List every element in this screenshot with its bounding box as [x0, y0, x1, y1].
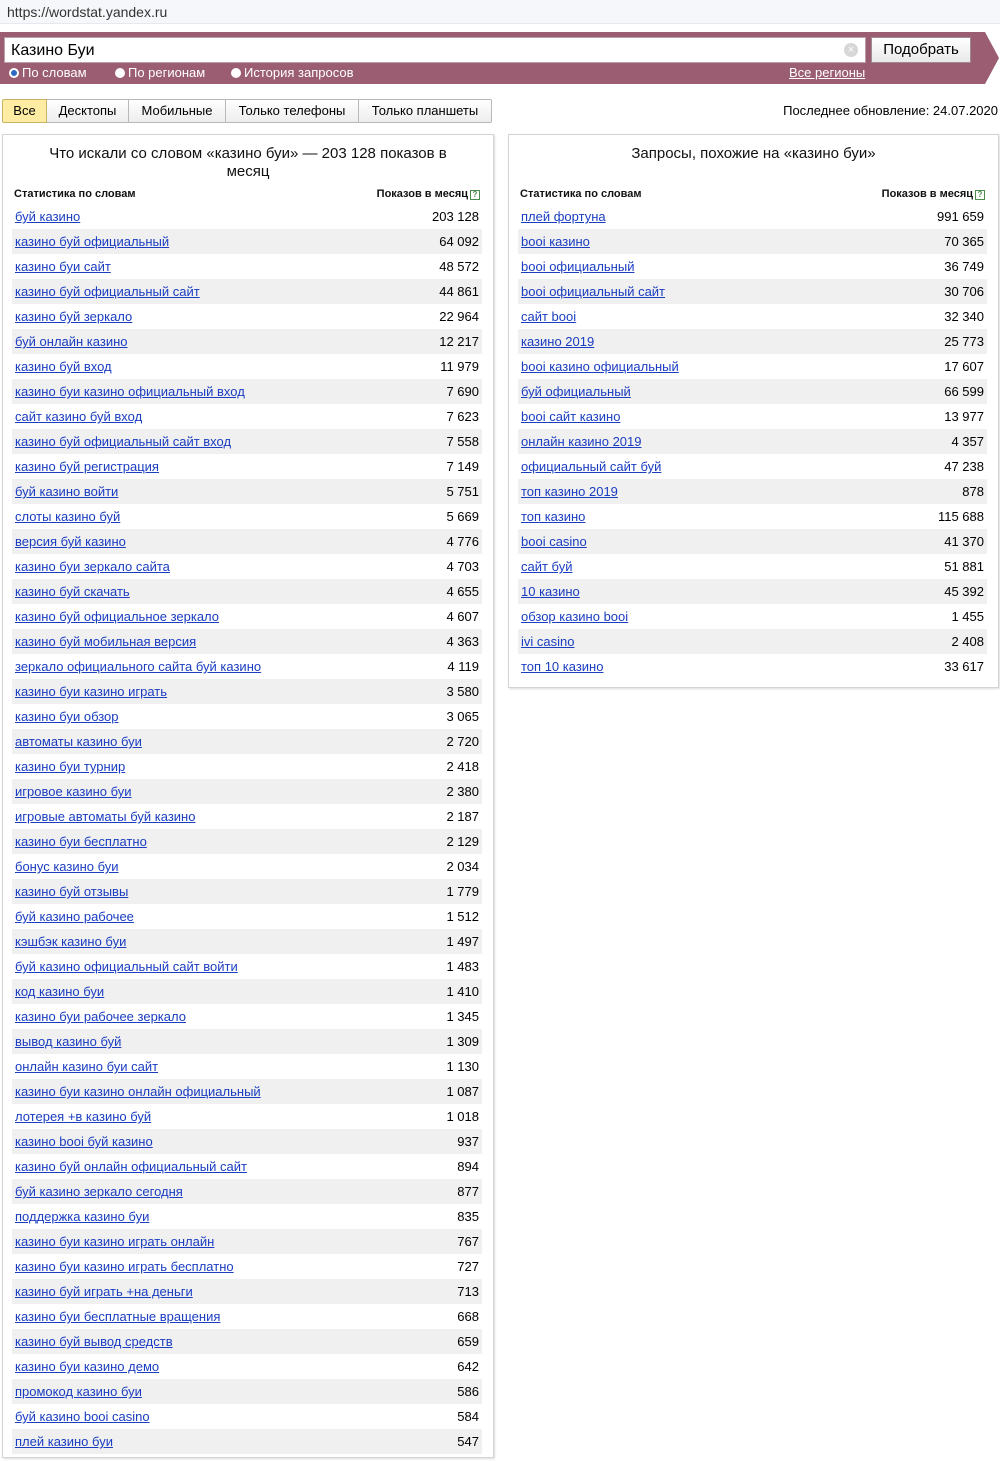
keyword-link[interactable]: казино буй вывод средств	[15, 1334, 173, 1349]
table-row	[12, 229, 482, 254]
tab-all[interactable]: Все	[2, 99, 47, 123]
table-row	[518, 379, 987, 404]
keyword-link[interactable]: буй казино войти	[15, 484, 119, 499]
impressions-count: 4 363	[446, 634, 479, 649]
impressions-count: 1 345	[446, 1009, 479, 1024]
impressions-count: 584	[457, 1409, 479, 1424]
table-row	[12, 204, 482, 229]
impressions-count: 1 018	[446, 1109, 479, 1124]
table-row	[12, 1279, 482, 1304]
impressions-count: 767	[457, 1234, 479, 1249]
keyword-link[interactable]: буй казино зеркало сегодня	[15, 1184, 183, 1199]
table-row	[12, 1229, 482, 1254]
impressions-count: 203 128	[432, 209, 479, 224]
clear-icon[interactable]: ×	[844, 43, 858, 57]
impressions-count: 713	[457, 1284, 479, 1299]
keyword-link[interactable]: казино буи обзор	[15, 709, 119, 724]
keyword-link[interactable]: кэшбэк казино буи	[15, 934, 127, 949]
table-row	[518, 579, 987, 604]
table-row	[12, 1004, 482, 1029]
radio-by-words[interactable]	[9, 65, 87, 80]
table-row	[12, 429, 482, 454]
keyword-link[interactable]: топ казино	[521, 509, 586, 524]
impressions-count: 991 659	[937, 209, 984, 224]
column-header-phrase: Статистика по словам	[520, 188, 642, 200]
keyword-link[interactable]: казино 2019	[521, 334, 595, 349]
table-row	[12, 1379, 482, 1404]
table-row	[12, 729, 482, 754]
impressions-count: 2 418	[446, 759, 479, 774]
impressions-count: 1 779	[446, 884, 479, 899]
table-row	[518, 479, 987, 504]
impressions-count: 2 380	[446, 784, 479, 799]
table-row	[12, 929, 482, 954]
all-regions-link[interactable]: Все регионы	[789, 65, 866, 80]
keyword-link[interactable]: зеркало официального сайта буй казино	[15, 659, 262, 674]
impressions-count: 66 599	[944, 384, 984, 399]
table-row	[12, 254, 482, 279]
table-row	[518, 254, 987, 279]
table-row	[12, 1429, 482, 1454]
keyword-link[interactable]: плей фортуна	[521, 209, 606, 224]
keyword-link[interactable]: сайт booi	[521, 309, 577, 324]
keyword-link[interactable]: казино буй официальный сайт	[15, 284, 200, 299]
table-row	[12, 1029, 482, 1054]
impressions-count: 4 776	[446, 534, 479, 549]
radio-unchecked-icon[interactable]	[115, 68, 125, 78]
impressions-count: 4 655	[446, 584, 479, 599]
keyword-link[interactable]: казино буй регистрация	[15, 459, 159, 474]
keyword-link[interactable]: версия буй казино	[15, 534, 126, 549]
keyword-link[interactable]: код казино буи	[15, 984, 105, 999]
column-header-phrase: Статистика по словам	[14, 188, 136, 200]
table-row	[12, 529, 482, 554]
keyword-link[interactable]: вывод казино буй	[15, 1034, 122, 1049]
keyword-link[interactable]: казино буи сайт	[15, 259, 111, 274]
impressions-count: 3 065	[446, 709, 479, 724]
impressions-count: 2 034	[446, 859, 479, 874]
right-panel-header	[520, 188, 985, 204]
table-row	[518, 429, 987, 454]
impressions-count: 2 720	[446, 734, 479, 749]
impressions-count: 659	[457, 1334, 479, 1349]
table-row	[12, 379, 482, 404]
keyword-link[interactable]: онлайн казино 2019	[521, 434, 642, 449]
keyword-link[interactable]: бонус казино буи	[15, 859, 119, 874]
table-row	[12, 1304, 482, 1329]
table-row	[518, 604, 987, 629]
table-row	[12, 629, 482, 654]
table-row	[12, 979, 482, 1004]
left-panel-title: Что искали со словом «казино буи» — 203 128 показов в месяц	[49, 145, 447, 180]
table-row	[12, 754, 482, 779]
table-row	[518, 279, 987, 304]
search-band-arrow	[985, 32, 999, 84]
browser-address-bar[interactable]	[0, 0, 1000, 24]
table-row	[518, 504, 987, 529]
table-row	[12, 1154, 482, 1179]
keyword-link[interactable]: казино буи казино официальный вход	[15, 384, 245, 399]
impressions-count: 894	[457, 1159, 479, 1174]
right-panel-title: Запросы, похожие на «казино буи»	[631, 145, 876, 162]
keyword-link[interactable]: казино буй отзывы	[15, 884, 129, 899]
left-panel-search-stats	[2, 134, 494, 1458]
keyword-link[interactable]: обзор казино booi	[521, 609, 629, 624]
keyword-link[interactable]: казино буй официальное зеркало	[15, 609, 220, 624]
impressions-count: 70 365	[944, 234, 984, 249]
impressions-count: 7 149	[446, 459, 479, 474]
impressions-count: 4 119	[447, 659, 479, 674]
keyword-link[interactable]: игровые автоматы буй казино	[15, 809, 196, 824]
table-row	[12, 504, 482, 529]
table-row	[518, 629, 987, 654]
keyword-link[interactable]: казино буй официальный сайт вход	[15, 434, 232, 449]
impressions-count: 2 408	[951, 634, 984, 649]
impressions-count: 7 558	[446, 434, 479, 449]
impressions-count: 586	[457, 1384, 479, 1399]
table-row	[12, 879, 482, 904]
table-row	[518, 554, 987, 579]
table-row	[12, 1079, 482, 1104]
impressions-count: 115 688	[937, 509, 984, 524]
keyword-link[interactable]: казино буи казино играть онлайн	[15, 1234, 215, 1249]
table-row	[12, 954, 482, 979]
table-row	[12, 679, 482, 704]
radio-label: По словам	[22, 65, 87, 80]
keyword-link[interactable]: промокод казино буи	[15, 1384, 142, 1399]
table-row	[12, 1354, 482, 1379]
impressions-count: 642	[457, 1359, 479, 1374]
keyword-link[interactable]: онлайн казино буи сайт	[15, 1059, 159, 1074]
table-row	[12, 329, 482, 354]
keyword-link[interactable]: booi официальный сайт	[521, 284, 666, 299]
left-panel-header	[14, 188, 480, 204]
impressions-count: 7 690	[446, 384, 479, 399]
tab-phones-only[interactable]: Только телефоны	[226, 99, 359, 123]
table-row	[518, 354, 987, 379]
impressions-count: 7 623	[446, 409, 479, 424]
impressions-count: 48 572	[439, 259, 479, 274]
table-row	[12, 854, 482, 879]
impressions-count: 11 979	[440, 359, 479, 374]
url-text[interactable]: https://wordstat.yandex.ru	[7, 4, 168, 20]
keyword-link[interactable]: booi казино	[521, 234, 590, 249]
table-row	[518, 304, 987, 329]
keyword-link[interactable]: топ казино 2019	[521, 484, 618, 499]
help-icon[interactable]: ?	[975, 190, 985, 200]
table-row	[12, 704, 482, 729]
table-row	[12, 479, 482, 504]
table-row	[12, 904, 482, 929]
impressions-count: 1 087	[446, 1084, 479, 1099]
keyword-link[interactable]: официальный сайт буй	[521, 459, 662, 474]
impressions-count: 12 217	[439, 334, 479, 349]
impressions-count: 45 392	[944, 584, 984, 599]
table-row	[12, 1254, 482, 1279]
impressions-count: 5 669	[446, 509, 479, 524]
keyword-link[interactable]: казино буи рабочее зеркало	[15, 1009, 186, 1024]
impressions-count: 25 773	[944, 334, 984, 349]
left-rows-list	[12, 204, 482, 1454]
keyword-link[interactable]: лотерея +в казино буй	[15, 1109, 152, 1124]
table-row	[12, 804, 482, 829]
keyword-link[interactable]: booi казино официальный	[521, 359, 679, 374]
keyword-link[interactable]: казино буй играть +на деньги	[15, 1284, 193, 1299]
table-row	[12, 1129, 482, 1154]
keyword-link[interactable]: booi официальный	[521, 259, 635, 274]
table-row	[12, 829, 482, 854]
radio-checked-icon[interactable]	[9, 68, 19, 78]
impressions-count: 4 703	[446, 559, 479, 574]
keyword-link[interactable]: казино буй зеркало	[15, 309, 133, 324]
keyword-link[interactable]: казино буи зеркало сайта	[15, 559, 170, 574]
impressions-count: 1 497	[446, 934, 479, 949]
impressions-count: 727	[457, 1259, 479, 1274]
keyword-link[interactable]: казино буй онлайн официальный сайт	[15, 1159, 247, 1174]
keyword-link[interactable]: 10 казино	[521, 584, 580, 599]
keyword-link[interactable]: казино буи турнир	[15, 759, 126, 774]
table-row	[12, 579, 482, 604]
table-row	[518, 329, 987, 354]
keyword-link[interactable]: плей казино буи	[15, 1434, 113, 1449]
keyword-link[interactable]: автоматы казино буи	[15, 734, 142, 749]
keyword-link[interactable]: топ 10 казино	[521, 659, 604, 674]
impressions-count: 47 238	[944, 459, 984, 474]
table-row	[12, 454, 482, 479]
table-row	[12, 779, 482, 804]
keyword-link[interactable]: казино буи казино демо	[15, 1359, 160, 1374]
table-row	[518, 654, 987, 679]
table-row	[12, 279, 482, 304]
impressions-count: 41 370	[944, 534, 984, 549]
keyword-link[interactable]: буй официальный	[521, 384, 631, 399]
keyword-link[interactable]: буй казино рабочее	[15, 909, 134, 924]
impressions-count: 64 092	[439, 234, 479, 249]
keyword-link[interactable]: поддержка казино буи	[15, 1209, 150, 1224]
impressions-count: 937	[457, 1134, 479, 1149]
table-row	[518, 404, 987, 429]
table-row	[518, 229, 987, 254]
impressions-count: 835	[457, 1209, 479, 1224]
table-row	[12, 304, 482, 329]
impressions-count: 33 617	[944, 659, 984, 674]
keyword-link[interactable]: казино буй вход	[15, 359, 112, 374]
keyword-link[interactable]: сайт буй	[521, 559, 573, 574]
table-row	[12, 404, 482, 429]
impressions-count: 2 129	[446, 834, 479, 849]
keyword-link[interactable]: буй казино booi casino	[15, 1409, 150, 1424]
impressions-count: 13 977	[944, 409, 984, 424]
table-row	[12, 1329, 482, 1354]
keyword-link[interactable]: казино буи казино онлайн официальный	[15, 1084, 261, 1099]
impressions-count: 547	[457, 1434, 479, 1449]
keyword-link[interactable]: казино буи казино играть бесплатно	[15, 1259, 234, 1274]
keyword-link[interactable]: игровое казино буи	[15, 784, 132, 799]
column-header-count: Показов в месяц	[376, 188, 468, 200]
impressions-count: 877	[457, 1184, 479, 1199]
keyword-link[interactable]: казино буи бесплатно	[15, 834, 147, 849]
keyword-link[interactable]: буй казино	[15, 209, 81, 224]
table-row	[12, 654, 482, 679]
keyword-link[interactable]: слоты казино буй	[15, 509, 121, 524]
impressions-count: 1 483	[446, 959, 479, 974]
keyword-link[interactable]: ivi casino	[521, 634, 575, 649]
table-row	[12, 1104, 482, 1129]
radio-by-regions[interactable]	[115, 65, 205, 80]
keyword-link[interactable]: казино booi буй казино	[15, 1134, 153, 1149]
last-update-text: Последнее обновление: 24.07.2020	[783, 103, 998, 118]
impressions-count: 5 751	[446, 484, 479, 499]
table-row	[12, 604, 482, 629]
submit-button[interactable]: Подобрать	[871, 37, 971, 63]
tab-desktops[interactable]: Десктопы	[47, 99, 129, 123]
tab-mobile[interactable]: Мобильные	[129, 99, 226, 123]
impressions-count: 668	[457, 1309, 479, 1324]
impressions-count: 4 357	[951, 434, 984, 449]
table-row	[12, 354, 482, 379]
keyword-link[interactable]: казино буй мобильная версия	[15, 634, 197, 649]
table-row	[518, 454, 987, 479]
impressions-count: 4 607	[446, 609, 479, 624]
table-row	[518, 204, 987, 229]
column-header-count: Показов в месяц	[881, 188, 973, 200]
radio-history[interactable]	[231, 65, 354, 80]
impressions-count: 2 187	[446, 809, 479, 824]
table-row	[12, 1179, 482, 1204]
impressions-count: 3 580	[446, 684, 479, 699]
right-panel-similar-queries	[508, 134, 999, 688]
impressions-count: 22 964	[439, 309, 479, 324]
tab-tablets-only[interactable]: Только планшеты	[359, 99, 492, 123]
keyword-link[interactable]: казино буи казино играть	[15, 684, 168, 699]
impressions-count: 1 512	[446, 909, 479, 924]
impressions-count: 36 749	[944, 259, 984, 274]
keyword-link[interactable]: буй казино официальный сайт войти	[15, 959, 238, 974]
table-row	[518, 529, 987, 554]
keyword-link[interactable]: казино буй официальный	[15, 234, 170, 249]
radio-label: По регионам	[128, 65, 206, 80]
impressions-count: 32 340	[944, 309, 984, 324]
search-query[interactable]: Казино Буи	[11, 42, 95, 59]
impressions-count: 51 881	[944, 559, 984, 574]
help-icon[interactable]: ?	[470, 190, 480, 200]
search-input[interactable]	[4, 37, 866, 63]
keyword-link[interactable]: сайт казино буй вход	[15, 409, 143, 424]
table-row	[12, 1404, 482, 1429]
impressions-count: 1 455	[951, 609, 984, 624]
table-row	[12, 554, 482, 579]
keyword-link[interactable]: booi casino	[521, 534, 587, 549]
impressions-count: 1 410	[446, 984, 479, 999]
device-tabs	[2, 99, 492, 123]
table-row	[12, 1054, 482, 1079]
keyword-link[interactable]: буй онлайн казино	[15, 334, 128, 349]
impressions-count: 44 861	[439, 284, 479, 299]
right-rows-list	[518, 204, 987, 679]
impressions-count: 17 607	[944, 359, 984, 374]
table-row	[12, 1204, 482, 1229]
radio-unchecked-icon[interactable]	[231, 68, 241, 78]
impressions-count: 1 309	[446, 1034, 479, 1049]
keyword-link[interactable]: booi сайт казино	[521, 409, 621, 424]
keyword-link[interactable]: казино буй скачать	[15, 584, 130, 599]
keyword-link[interactable]: казино буи бесплатные вращения	[15, 1309, 221, 1324]
radio-label: История запросов	[244, 65, 354, 80]
impressions-count: 878	[962, 484, 984, 499]
impressions-count: 30 706	[944, 284, 984, 299]
impressions-count: 1 130	[446, 1059, 479, 1074]
